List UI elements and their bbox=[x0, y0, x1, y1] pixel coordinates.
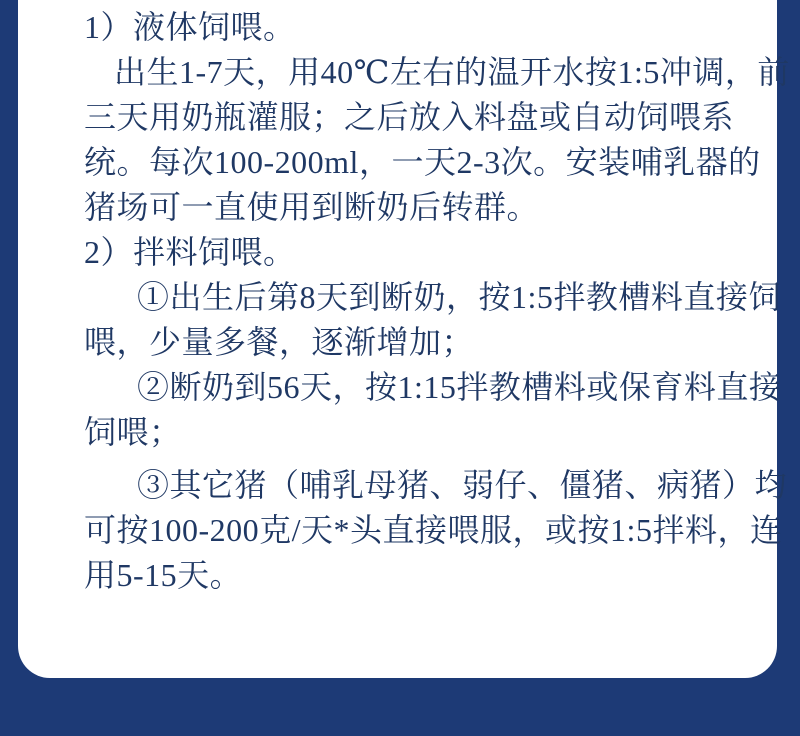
text-line: 饲喂； bbox=[84, 414, 182, 450]
item-2-line: ②断奶到56天，按1:15拌教槽料或保育料直接 bbox=[137, 369, 782, 405]
content-card bbox=[18, 0, 790, 678]
text-line: 统。每次100-200ml，一天2-3次。安装哺乳器的 bbox=[84, 144, 761, 180]
feeding-instructions-text bbox=[84, 5, 790, 598]
text-line: 可按100-200克/天*头直接喂服，或按1:5拌料，连 bbox=[84, 512, 783, 548]
text-line: 三天用奶瓶灌服；之后放入料盘或自动饲喂系 bbox=[84, 99, 735, 135]
text-line: 猪场可一直使用到断奶后转群。 bbox=[84, 189, 540, 225]
text-line: 用5-15天。 bbox=[84, 557, 243, 593]
item-3-line: ③其它猪（哺乳母猪、弱仔、僵猪、病猪）均 bbox=[137, 467, 788, 503]
heading-mixed-feeding: 2）拌料饲喂。 bbox=[84, 234, 296, 270]
text-line: 喂，少量多餐，逐渐增加； bbox=[84, 324, 475, 360]
text-line: 出生1-7天，用40℃左右的温开水按1:5冲调，前 bbox=[114, 54, 790, 90]
item-1-line: ①出生后第8天到断奶，按1:5拌教槽料直接饲 bbox=[137, 279, 781, 315]
heading-liquid-feeding: 1）液体饲喂。 bbox=[84, 9, 296, 45]
